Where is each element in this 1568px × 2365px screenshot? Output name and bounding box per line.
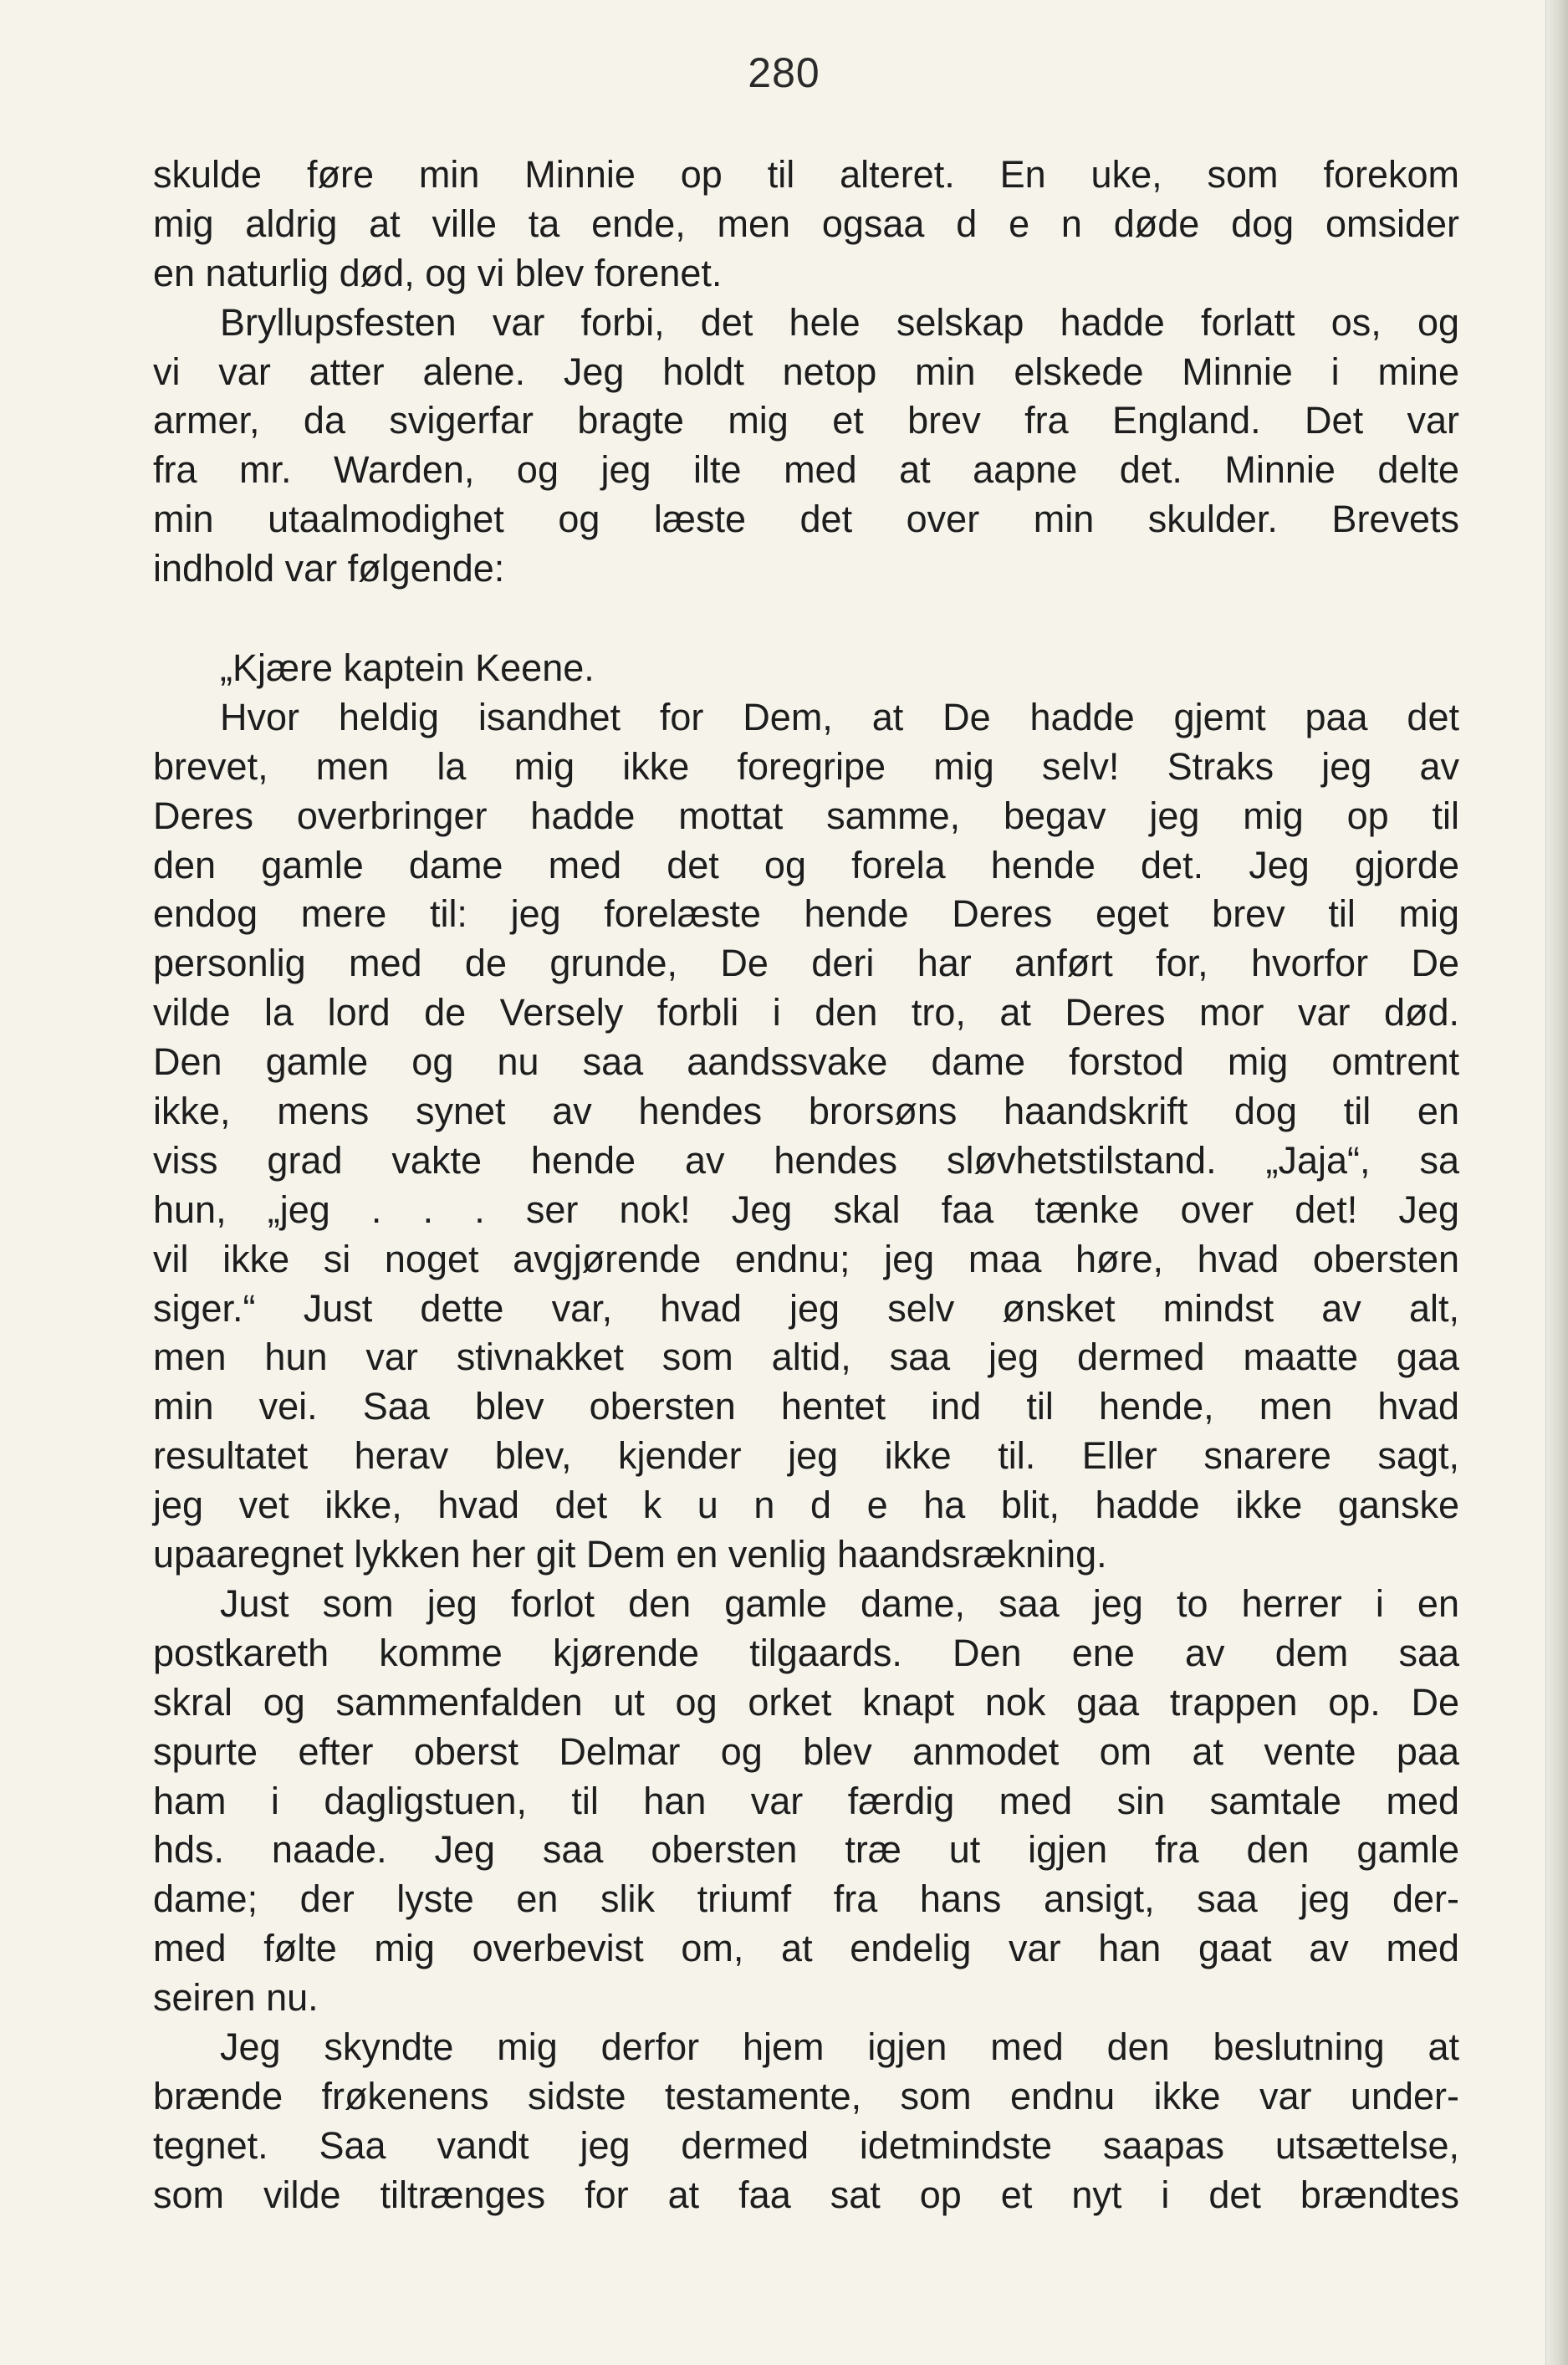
text-line: viss grad vakte hende av hendes sløvhetstilstand. „Jaja“, sa [153,1138,1459,1182]
text-line: men hun var stivnakket som altid, saa jeg dermed maatte gaa [153,1336,1459,1379]
page-edge-shadow [1545,0,1568,2365]
text-line: Jeg skyndte mig derfor hjem igjen med den beslutning at [220,2025,1459,2068]
text-line: vil ikke si noget avgjørende endnu; jeg maa høre, hvad obersten [153,1237,1459,1280]
text-line: jeg vet ikke, hvad det k u n d e ha blit, hadde ikke ganske [153,1484,1459,1527]
text-line: skulde føre min Minnie op til alteret. En uke, som forekom [153,153,1459,196]
text-line: seiren nu. [153,1976,319,2020]
paragraph-gap [153,594,1459,644]
text-line: skral og sammenfalden ut og orket knapt nok gaa trappen op. De [153,1680,1459,1724]
text-line: mig aldrig at ville ta ende, men ogsaa d e n døde dog omsider [153,202,1459,245]
text-line: med følte mig overbevist om, at endelig var han gaat av med [153,1927,1459,1970]
text-line: min vei. Saa blev obersten hentet ind til hende, men hvad [153,1385,1459,1428]
text-line: resultatet herav blev, kjender jeg ikke til. Eller snarere sagt, [153,1434,1459,1478]
text-line: brænde frøkenens sidste testamente, som endnu ikke var under- [153,2074,1459,2117]
body-text [153,151,1459,2220]
paragraph [153,693,1459,1580]
paragraph [153,151,1459,299]
text-line: endog mere til: jeg forelæste hende Deres eget brev til mig [153,892,1459,936]
text-line: den gamle dame med det og forela hende det. Jeg gjorde [153,843,1459,886]
text-line: som vilde tiltrænges for at faa sat op et nyt i det brændtes [153,2173,1459,2216]
text-line: upaaregnet lykken her git Dem en venlig haandsrækning. [153,1533,1107,1576]
text-line: „Kjære kaptein Keene. [220,646,595,690]
text-line: indhold var følgende: [153,547,505,590]
text-line: Den gamle og nu saa aandssvake dame forstod mig omtrent [153,1040,1459,1084]
text-line: en naturlig død, og vi blev forenet. [153,251,723,294]
text-line: Hvor heldig isandhet for Dem, at De hadde gjemt paa det [220,695,1459,738]
text-line: personlig med de grunde, De deri har anført for, hvorfor De [153,942,1459,985]
text-line: hds. naade. Jeg saa obersten træ ut igjen fra den gamle [153,1828,1459,1872]
paragraph [153,1580,1459,2023]
text-line: siger.“ Just dette var, hvad jeg selv ønsket mindst av alt, [153,1286,1459,1330]
text-line: Deres overbringer hadde mottat samme, begav jeg mig op til [153,794,1459,837]
text-line: armer, da svigerfar bragte mig et brev fra England. Det var [153,399,1459,442]
paragraph [153,2023,1459,2220]
text-line: ham i dagligstuen, til han var færdig med sin samtale med [153,1779,1459,1822]
text-line: tegnet. Saa vandt jeg dermed idetmindste saapas utsættelse, [153,2123,1459,2167]
text-line: spurte efter oberst Delmar og blev anmodet om at vente paa [153,1729,1459,1773]
text-line: hun, „jeg . . . ser nok! Jeg skal faa tænke over det! Jeg [153,1188,1459,1231]
letter-salutation [153,644,1459,693]
page-number: 280 [748,49,820,96]
text-line: min utaalmodighet og læste det over min skulder. Brevets [153,498,1459,541]
text-line: dame; der lyste en slik triumf fra hans ansigt, saa jeg der- [153,1877,1459,1921]
text-line: vilde la lord de Versely forbli i den tro, at Deres mor var død. [153,991,1459,1034]
text-line: vi var atter alene. Jeg holdt netop min elskede Minnie i mine [153,350,1459,393]
paragraph [153,299,1459,594]
text-line: Bryllupsfesten var forbi, det hele selskap hadde forlatt os, og [220,300,1459,344]
text-line: Just som jeg forlot den gamle dame, saa jeg to herrer i en [220,1581,1459,1625]
text-line: ikke, mens synet av hendes brorsøns haandskrift dog til en [153,1090,1459,1133]
text-line: postkareth komme kjørende tilgaards. Den ene av dem saa [153,1631,1459,1674]
text-line: fra mr. Warden, og jeg ilte med at aapne det. Minnie delte [153,448,1459,492]
text-line: brevet, men la mig ikke foregripe mig selv! Straks jeg av [153,744,1459,788]
